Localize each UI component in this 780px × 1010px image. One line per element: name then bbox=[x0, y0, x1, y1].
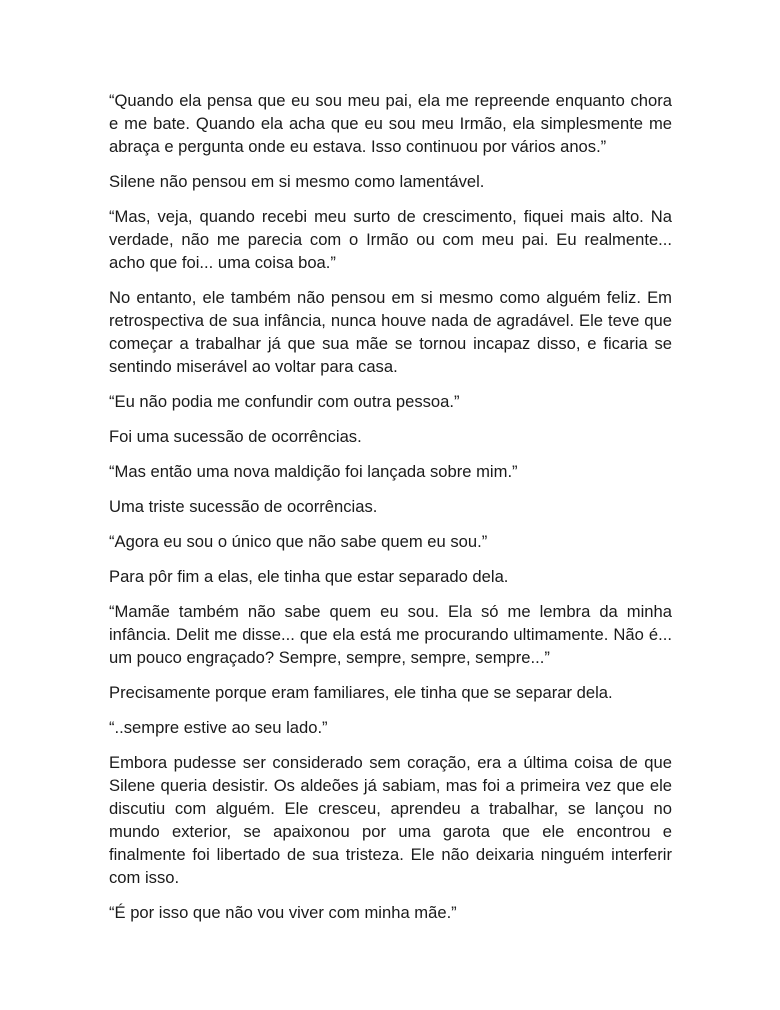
paragraph-8: Uma triste sucessão de ocorrências. bbox=[109, 497, 378, 516]
paragraph-4: No entanto, ele também não pensou em si mesmo como alguém feliz. Em retrospectiva de sua infância, nunca houve nada de agradável. Ele teve que começar a trabalhar já que sua mãe se tornou incapaz disso, e ficaria se sentindo miserável ao voltar para casa. bbox=[109, 288, 672, 376]
paragraph-7: “Mas então uma nova maldição foi lançada sobre mim.” bbox=[109, 462, 518, 481]
paragraph-12: Precisamente porque eram familiares, ele tinha que se separar dela. bbox=[109, 683, 613, 702]
paragraph-14: Embora pudesse ser considerado sem coração, era a última coisa de que Silene queria desistir. Os aldeões já sabiam, mas foi a primeira vez que ele discutiu com alguém. Ele cresceu, aprendeu a trabalhar, se lançou no mundo exterior, se apaixonou por uma garota que ele encontrou e finalmente foi libertado de sua tristeza. Ele não deixaria ninguém interferir com isso. bbox=[109, 753, 672, 887]
paragraph-6: Foi uma sucessão de ocorrências. bbox=[109, 427, 362, 446]
paragraph-3: “Mas, veja, quando recebi meu surto de crescimento, fiquei mais alto. Na verdade, não me parecia com o Irmão ou com meu pai. Eu realmente... acho que foi... uma coisa boa.” bbox=[109, 207, 672, 272]
paragraph-5: “Eu não podia me confundir com outra pessoa.” bbox=[109, 392, 460, 411]
paragraph-10: Para pôr fim a elas, ele tinha que estar separado dela. bbox=[109, 567, 509, 586]
paragraph-1: “Quando ela pensa que eu sou meu pai, ela me repreende enquanto chora e me bate. Quando ela acha que eu sou meu Irmão, ela simplesmente me abraça e pergunta onde eu estava. Isso continuou por vários anos.” bbox=[109, 91, 672, 156]
paragraph-9: “Agora eu sou o único que não sabe quem eu sou.” bbox=[109, 532, 488, 551]
paragraph-11: “Mamãe também não sabe quem eu sou. Ela só me lembra da minha infância. Delit me disse... que ela está me procurando ultimamente. Não é... um pouco engraçado? Sempre, sempre, sempre, sempre...” bbox=[109, 602, 672, 667]
paragraph-13: “..sempre estive ao seu lado.” bbox=[109, 718, 328, 737]
paragraph-2: Silene não pensou em si mesmo como lamentável. bbox=[109, 172, 485, 191]
document-page bbox=[109, 89, 672, 936]
paragraph-15: “É por isso que não vou viver com minha mãe.” bbox=[109, 903, 457, 922]
